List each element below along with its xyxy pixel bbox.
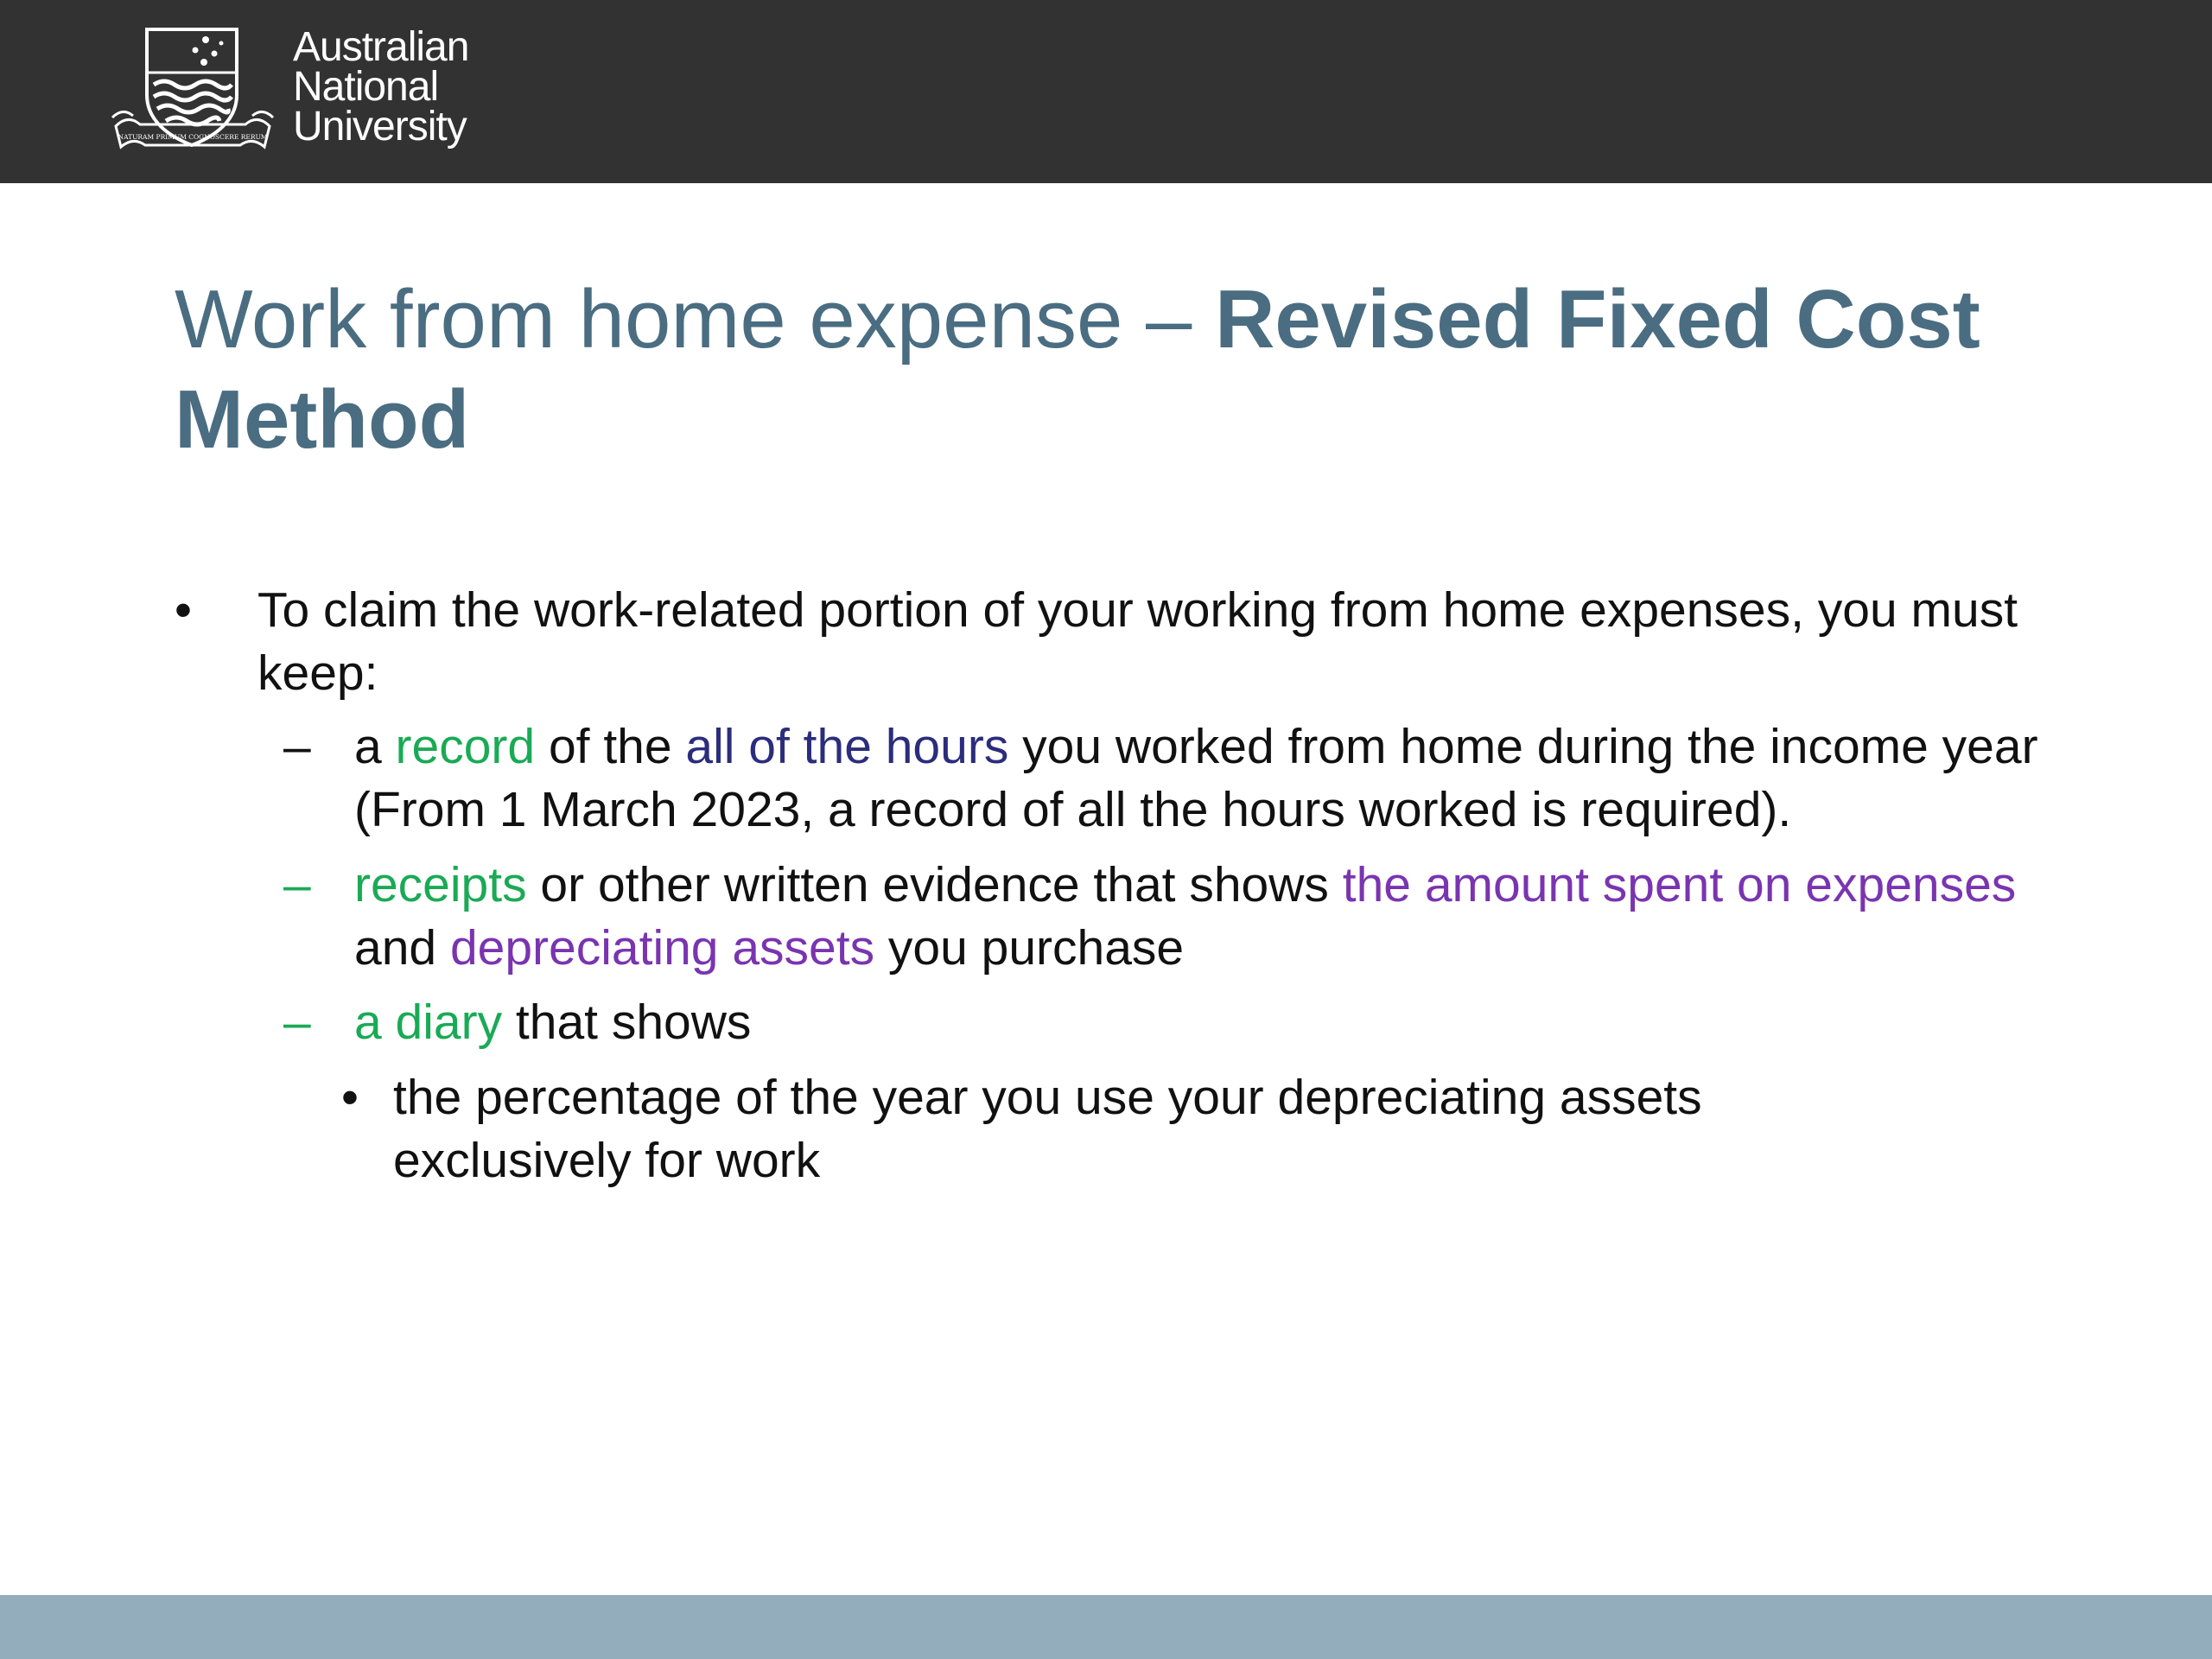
bullet-text: the percentage of the year you use your depreciating assets exclusively for work <box>393 1070 1702 1188</box>
text-run: that shows <box>502 995 752 1050</box>
highlight-assets: depreciating assets <box>449 920 875 976</box>
title-regular: Work from home expense – <box>175 273 1216 365</box>
highlight-diary: a diary <box>354 995 503 1050</box>
highlight-receipts: receipts <box>354 857 527 912</box>
wordmark-line: National <box>293 64 439 110</box>
wordmark-line: University <box>293 104 467 149</box>
dash-marker: – <box>283 857 311 912</box>
text-run: and <box>354 920 450 976</box>
sub-bullet-item <box>283 991 2082 1054</box>
highlight-hours: all of the hours <box>685 719 1009 774</box>
slide-title <box>175 270 2119 470</box>
university-wordmark <box>293 24 469 149</box>
title-emphasis: Revised Fixed Cost <box>1215 273 1980 365</box>
highlight-amount: the amount spent on expenses <box>1342 857 2017 912</box>
footer-bar <box>0 1595 2212 1659</box>
text-run: a <box>354 719 396 774</box>
bullet-marker: • <box>341 1070 359 1125</box>
wordmark-line: Australian <box>293 24 469 70</box>
anu-crest-icon <box>111 24 275 159</box>
title-emphasis-line2: Method <box>175 373 470 466</box>
bullet-text: To claim the work-related portion of your working from home expenses, you must keep: <box>257 582 2018 701</box>
anu-logo[interactable] <box>111 24 491 162</box>
bullet-item <box>175 579 2072 705</box>
bullet-marker: • <box>175 582 192 638</box>
crest-motto: NATURAM PRIMUM COGNOSCERE RERUM <box>118 133 268 141</box>
header-bar <box>0 0 2212 183</box>
dash-marker: – <box>283 719 311 774</box>
sub-bullet-item <box>283 715 2082 842</box>
sub-sub-bullet-item <box>341 1066 1862 1192</box>
text-run: of the <box>535 719 686 774</box>
highlight-record: record <box>395 719 536 774</box>
text-run: or other written evidence that shows <box>526 857 1343 912</box>
text-run: you purchase <box>874 920 1185 976</box>
dash-marker: – <box>283 995 311 1050</box>
text-run: you worked from home during the income year (From 1 March 2023, a record of all the hours worked is required). <box>354 719 2038 837</box>
sub-bullet-item <box>283 854 2082 980</box>
